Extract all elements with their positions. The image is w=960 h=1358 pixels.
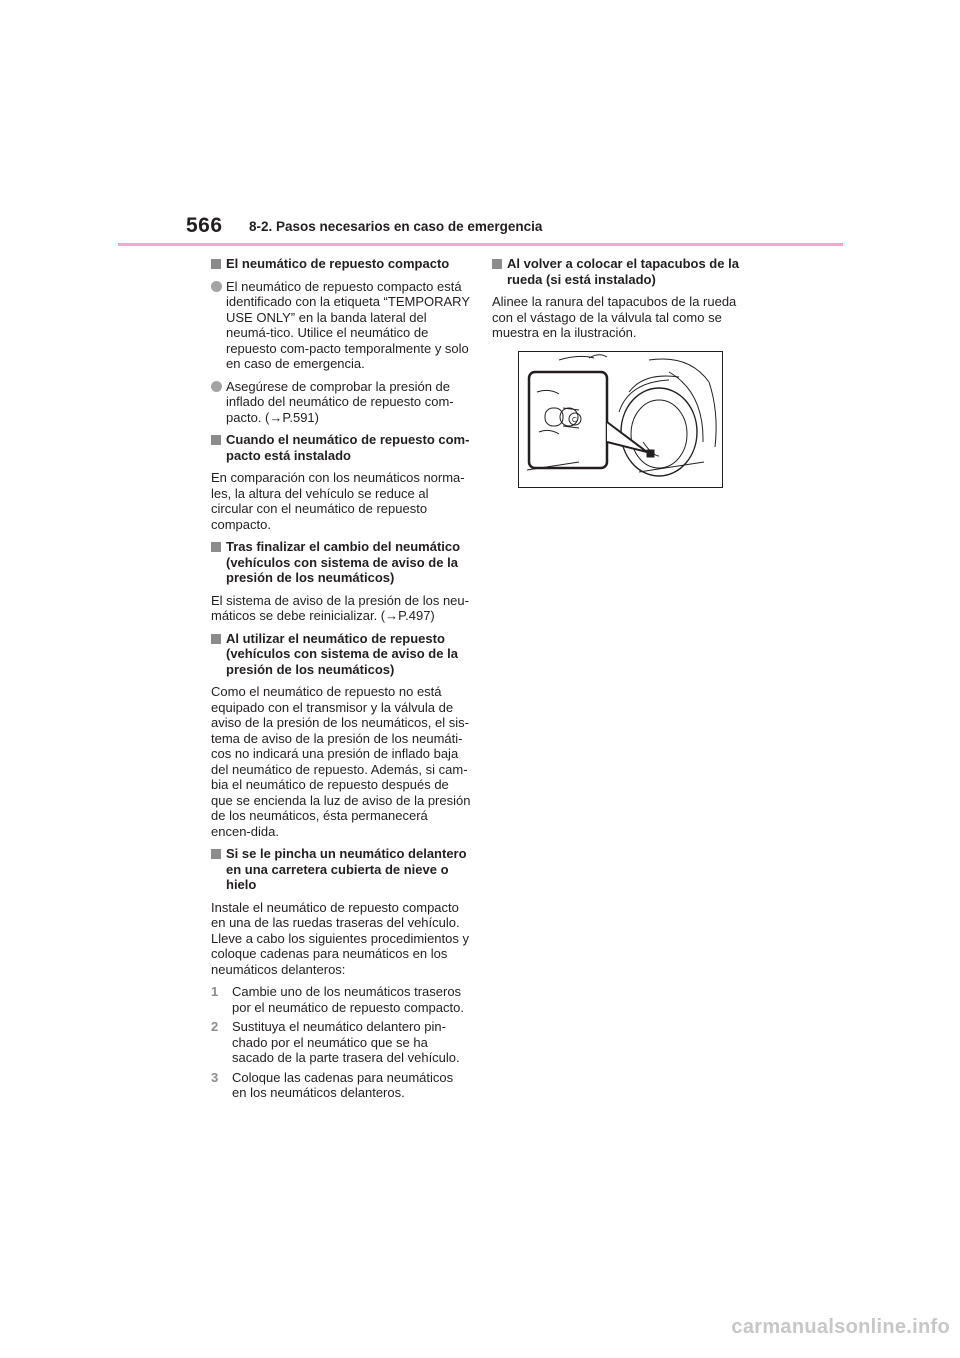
heading-installed — [211, 432, 471, 463]
heading-text: El neumático de repuesto compacto — [226, 256, 450, 271]
square-bullet-icon — [492, 259, 502, 269]
step-number: 1 — [211, 984, 219, 999]
heading-text: Si se le pincha un neumático delantero en una carretera cubierta de nieve o hielo — [226, 846, 467, 892]
bullet-text: El neumático de repuesto compacto está identificado con la etiqueta “TEMPORARY USE ONLY” en la banda lateral del neumá-tico. Utilice el neumático de repuesto com-pacto temporalmente y solo en caso de emergencia. — [226, 278, 470, 371]
heading-text: Al utilizar el neumático de repuesto (vehículos con sistema de aviso de la presión de los neumáticos) — [226, 630, 458, 677]
square-bullet-icon — [211, 259, 221, 269]
step-item — [211, 1070, 471, 1101]
step-text: Sustituya el neumático delantero pin-chado por el neumático que se ha sacado de la parte trasera del vehículo. — [232, 1019, 460, 1065]
paragraph: En comparación con los neumáticos norma-les, la altura del vehículo se reduce al circular con el neumático de repuesto compacto. — [211, 470, 465, 532]
heading-text: Cuando el neumático de repuesto com-pacto está instalado — [226, 432, 470, 463]
heading-using-spare — [211, 631, 471, 678]
step-item — [211, 984, 471, 1015]
bullet-item — [211, 279, 471, 372]
right-column — [492, 256, 752, 348]
paragraph: Instale el neumático de repuesto compacto en una de las ruedas traseras del vehículo. Lleve a cabo los siguientes procedimientos y coloque cadenas para neumáticos en los neumáticos delanteros: — [211, 899, 469, 977]
square-bullet-icon — [211, 435, 221, 445]
bullet-item — [211, 379, 471, 426]
wheel-cap-drawing — [519, 352, 722, 487]
page-number: 566 — [186, 214, 223, 237]
heading-after-change — [211, 539, 471, 586]
left-column — [211, 256, 471, 1105]
paragraph: Como el neumático de repuesto no está equipado con el transmisor y la válvula de aviso de la presión de los neumáticos, el sis-tema de aviso de la presión de los neumáti-cos no indicará una presión de inflado baja del neumático de repuesto. Además, si cam-bia el neumático de repuesto después de que se encienda la luz de aviso de la presión de los neumáticos, ésta permanecerá encen-dida. — [211, 684, 471, 839]
step-item — [211, 1019, 471, 1066]
wheel-cap-illustration — [518, 351, 723, 488]
heading-text: Tras finalizar el cambio del neumático (vehículos con sistema de aviso de la presión de los neumáticos) — [226, 539, 461, 585]
heading-text: Al volver a colocar el tapacubos de la rueda (si está instalado) — [507, 256, 739, 287]
round-bullet-icon — [211, 281, 222, 292]
step-number: 3 — [211, 1069, 219, 1085]
paragraph: El sistema de aviso de la presión de los neu-máticos se debe reinicializar. (→P.497) — [211, 592, 469, 623]
heading-front-puncture — [211, 846, 471, 893]
watermark: carmanualsonline.info — [731, 1316, 950, 1338]
svg-text:C: C — [572, 417, 578, 424]
step-text: Cambie uno de los neumáticos traseros por el neumático de repuesto compacto. — [232, 984, 464, 1015]
square-bullet-icon — [211, 634, 221, 644]
square-bullet-icon — [211, 849, 221, 859]
section-title: 8-2. Pasos necesarios en caso de emergencia — [249, 219, 543, 234]
heading-spare-tire — [211, 256, 471, 272]
step-text: Coloque las cadenas para neumáticos en los neumáticos delanteros. — [232, 1069, 454, 1100]
heading-wheel-cap — [492, 256, 752, 287]
paragraph: Alinee la ranura del tapacubos de la rueda con el vástago de la válvula tal como se muestra en la ilustración. — [492, 294, 737, 340]
bullet-text: Asegúrese de comprobar la presión de inflado del neumático de repuesto com-pacto. (→P.591) — [226, 378, 454, 425]
round-bullet-icon — [211, 381, 222, 392]
header-rule — [118, 243, 843, 246]
square-bullet-icon — [211, 542, 221, 552]
step-number: 2 — [211, 1019, 219, 1034]
